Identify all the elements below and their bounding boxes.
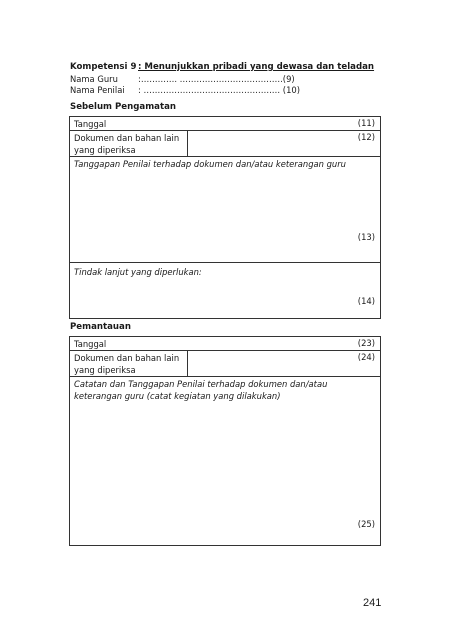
monitoring-documents-field[interactable]: [188, 351, 381, 377]
monitoring-documents-label-line2: yang diperiksa: [74, 365, 136, 375]
date-label: Tanggal: [74, 119, 107, 129]
section-heading-before-observation: Sebelum Pengamatan: [70, 102, 176, 112]
assessor-response-field[interactable]: [70, 157, 381, 263]
documents-field-number: (12): [357, 132, 375, 142]
monitoring-notes-label-line1: Catatan dan Tanggapan Penilai terhadap dokumen dan/atau: [74, 379, 328, 389]
competency-title: : Menunjukkan pribadi yang dewasa dan teladan: [138, 62, 375, 72]
teacher-name-label: Nama Guru: [70, 74, 118, 84]
page-number: 241: [363, 597, 382, 609]
date-field-number: (11): [357, 118, 375, 128]
monitoring-documents-number: (24): [357, 352, 375, 362]
documents-label-cell: [70, 131, 188, 157]
documents-label-line1: Dokumen dan bahan lain: [74, 133, 180, 143]
followup-field[interactable]: [70, 263, 381, 319]
assessor-response-number: (13): [357, 232, 375, 242]
followup-number: (14): [357, 296, 375, 306]
documents-label-line2: yang diperiksa: [74, 145, 136, 155]
section-heading-monitoring: Pemantauan: [70, 322, 131, 332]
documents-field[interactable]: [188, 131, 381, 157]
competency-label: Kompetensi 9: [70, 62, 137, 72]
monitoring-documents-label-cell: [70, 351, 188, 377]
followup-label: Tindak lanjut yang diperlukan:: [74, 267, 202, 277]
assessor-response-label: Tanggapan Penilai terhadap dokumen dan/atau keterangan guru: [74, 159, 346, 169]
assessor-name-label: Nama Penilai: [70, 85, 125, 95]
monitoring-date-label: Tanggal: [74, 339, 107, 349]
monitoring-notes-label-line2: keterangan guru (catat kegiatan yang dilakukan): [74, 391, 281, 401]
monitoring-notes-field[interactable]: [70, 377, 381, 546]
assessor-name-field[interactable]: : ……………………………………….… (10): [138, 85, 300, 95]
monitoring-notes-number: (25): [357, 519, 375, 529]
monitoring-documents-label-line1: Dokumen dan bahan lain: [74, 353, 180, 363]
before-observation-table: [69, 116, 381, 319]
monitoring-date-row[interactable]: [70, 337, 381, 351]
date-row[interactable]: [70, 117, 381, 131]
monitoring-table: [69, 336, 381, 546]
monitoring-date-number: (23): [357, 338, 375, 348]
teacher-name-field[interactable]: :…………. ……………………………….(9): [138, 74, 295, 84]
